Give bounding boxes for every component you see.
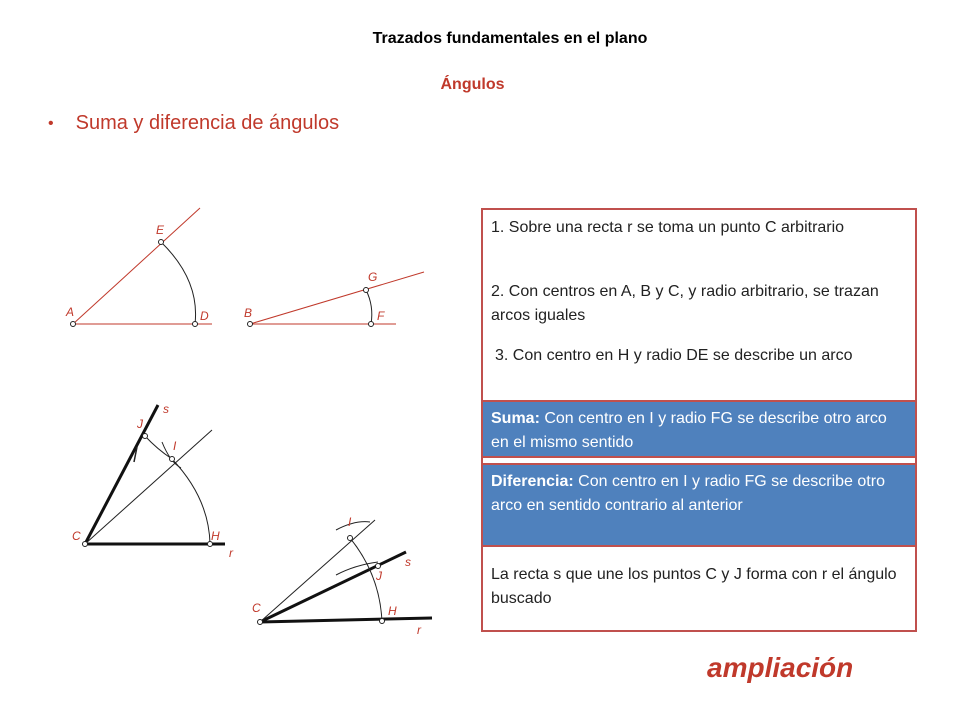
- label-h: H: [211, 529, 220, 543]
- label-g: G: [368, 270, 378, 284]
- angle-2-arc: [366, 290, 372, 324]
- label-i: I: [173, 439, 177, 453]
- bullet-icon: •: [48, 114, 54, 132]
- label-d: D: [200, 309, 209, 323]
- ampliacion-link[interactable]: ampliación: [707, 652, 854, 683]
- label-j: J: [137, 417, 143, 431]
- label-h: H: [388, 604, 397, 618]
- sum-point-c: [83, 542, 88, 547]
- diferencia-text: Con centro en I y radio FG se describe otro arco en sentido contrario al anterior: [491, 473, 885, 514]
- sum-check-arc: [162, 442, 181, 468]
- point-a: [71, 322, 76, 327]
- label-b: B: [244, 306, 253, 320]
- sum-point-i: [170, 457, 175, 462]
- point-b: [248, 322, 253, 327]
- diff-point-i: [348, 536, 353, 541]
- diff-line-r: [260, 618, 432, 622]
- point-d: [193, 322, 198, 327]
- label-c: C: [72, 529, 81, 543]
- diff-point-j: [376, 564, 381, 569]
- page-subtitle: Ángulos: [440, 76, 505, 93]
- label-f: F: [377, 309, 385, 323]
- angle-2-side-line: [250, 272, 424, 324]
- sum-main-arc: [172, 459, 210, 544]
- angle-2-figure: [244, 270, 424, 327]
- angle-1-arc: [161, 242, 196, 324]
- page-title: Trazados fundamentales en el plano: [372, 30, 648, 47]
- section-heading-text: Suma y diferencia de ángulos: [75, 112, 340, 134]
- label-r: r: [417, 623, 421, 637]
- label-c: C: [252, 601, 261, 615]
- diferencia-label: Diferencia:: [491, 473, 574, 490]
- label-i: I: [348, 515, 352, 529]
- diferencia-box: [481, 463, 917, 547]
- sum-point-j: [143, 434, 148, 439]
- diff-line-ci: [260, 520, 375, 622]
- label-s: s: [405, 555, 411, 569]
- sum-second-arc: [145, 436, 172, 459]
- label-a: A: [66, 305, 75, 319]
- label-j: J: [376, 569, 382, 583]
- result-step: La recta s que une los puntos C y J forma con r el ángulo buscado: [491, 566, 897, 607]
- point-g: [364, 288, 369, 293]
- label-r: r: [229, 546, 233, 560]
- difference-construction-figure: [252, 515, 432, 637]
- step-1: 1. Sobre una recta r se toma un punto C arbitrario: [491, 219, 845, 236]
- sum-construction-figure: [72, 402, 234, 560]
- suma-box: [481, 400, 917, 458]
- suma-label: Suma:: [491, 410, 540, 427]
- label-s: s: [163, 402, 169, 416]
- diff-line-s: [260, 552, 406, 622]
- point-f: [369, 322, 374, 327]
- step-3: 3. Con centro en H y radio DE se describe un arco: [495, 347, 853, 364]
- point-e: [159, 240, 164, 245]
- suma-text: Con centro en I y radio FG se describe otro arco en el mismo sentido: [491, 410, 887, 451]
- step-2: 2. Con centros en A, B y C, y radio arbitrario, se trazan arcos iguales: [491, 283, 879, 324]
- diff-point-c: [258, 620, 263, 625]
- diff-point-h: [380, 619, 385, 624]
- label-e: E: [156, 223, 165, 237]
- sum-line-s: [85, 405, 158, 544]
- angle-1-figure: [65, 208, 212, 327]
